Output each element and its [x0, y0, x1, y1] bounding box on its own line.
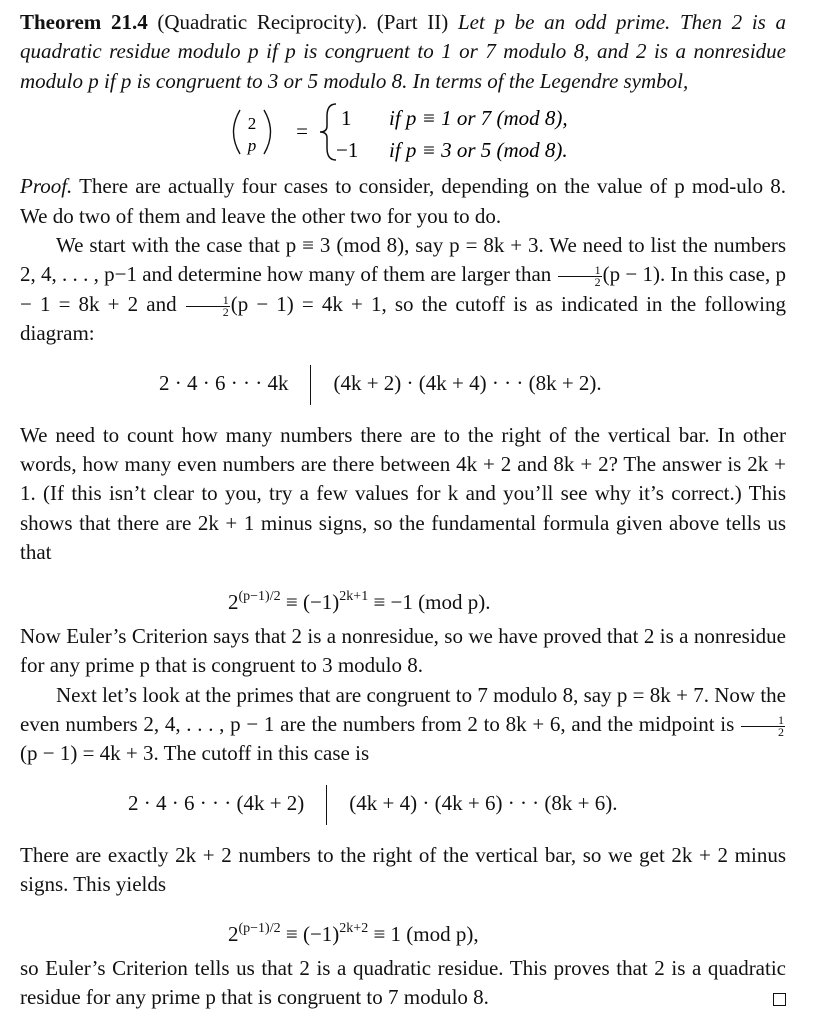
fraction-half	[741, 712, 785, 739]
eq2-base: 2	[228, 921, 239, 946]
diagram1-left: 2 · 4 · 6 · · · 4k	[159, 370, 289, 395]
eq1-exp2: 2k+1	[339, 588, 369, 604]
diagram2-right: (4k + 4) · (4k + 6) · · · (8k + 6).	[349, 790, 618, 815]
proof-paragraph-4	[20, 622, 786, 681]
fraction-den: 2	[594, 275, 601, 290]
fraction-den: 2	[222, 304, 229, 319]
theorem-name: (Quadratic Reciprocity).	[157, 10, 368, 34]
proof-text-2c: (p − 1) = 4k + 1, so the cutoff is as indicated in the following diagram:	[20, 291, 786, 346]
case2-value: −1	[336, 138, 359, 163]
diagram2-row	[128, 785, 618, 825]
fraction-half	[186, 292, 230, 319]
proof-paragraph-1	[20, 172, 786, 231]
proof-text-3: We need to count how many numbers there are to the right of the vertical bar. In other words, how many even numbers are there between 4k + 2 and 8k + 2? The answer is 2k + 1. (If this isn’t clear to you, try a few values for k and you’ll see why it’s correct.) This shows that there are 2k + 1 minus signs, so the fundamental formula given above tells us that	[20, 422, 786, 565]
proof-paragraph-3	[20, 421, 786, 568]
fraction-num: 1	[741, 715, 785, 727]
eq1-mid: ≡ (−1)	[280, 589, 340, 614]
equation-1	[20, 568, 786, 622]
eq2-exp2: 2k+2	[339, 920, 369, 936]
diagram1-row	[159, 365, 602, 405]
equation1-row	[228, 582, 490, 617]
legendre-display	[20, 96, 786, 166]
equation2-row	[228, 914, 479, 949]
proof-text-5b: (p − 1) = 4k + 3. The cutoff in this case is	[20, 741, 370, 766]
brace	[320, 104, 336, 160]
left-paren	[234, 110, 241, 154]
eq2-tail: ≡ 1 (mod p),	[368, 921, 479, 946]
case2-condition: if p ≡ 3 or 5 (mod 8).	[389, 138, 568, 163]
page-content	[20, 8, 786, 1012]
proof-paragraph-2	[20, 231, 786, 349]
theorem-body: Let p be an odd prime. Then 2 is a quadratic residue modulo p if p is congruent to 1 or 7 modulo 8, and 2 is a nonresidue modulo p if p is congruent to 3 or 5 modulo 8. In terms of the Legendre symbol,	[20, 10, 787, 93]
eq1-tail: ≡ −1 (mod p).	[368, 589, 491, 614]
vertical-bar	[310, 365, 311, 405]
proof-text-2a: We start with the case that p ≡ 3 (mod 8), say p = 8k + 3. We need to list the numbers 2, 4, . . . , p−1 and determine how many of them are larger than	[20, 233, 786, 287]
proof-text-7: so Euler’s Criterion tells us that 2 is a quadratic residue. This proves that 2 is a quadratic residue for any prime p that is congruent to 7 modulo 8.	[20, 955, 786, 1009]
legendre-bottom: p	[247, 136, 257, 156]
proof-paragraph-5	[20, 681, 786, 769]
proof-text-2b: (p − 1). In this case, p − 1 = 8k + 2 and	[20, 262, 786, 316]
vertical-bar	[326, 785, 327, 825]
diagram1-right: (4k + 2) · (4k + 4) · · · (8k + 2).	[333, 370, 602, 395]
qed-box-icon	[773, 993, 786, 1006]
equals-sign: =	[296, 119, 308, 144]
diagram2-left: 2 · 4 · 6 · · · (4k + 2)	[128, 790, 305, 815]
theorem-label: Theorem 21.4	[20, 10, 148, 34]
eq1-exp: (p−1)/2	[238, 588, 281, 604]
proof-text-4: Now Euler’s Criterion says that 2 is a nonresidue, so we have proved that 2 is a nonresidue for any prime p that is congruent to 3 modulo 8.	[20, 623, 786, 678]
equation-2	[20, 900, 786, 954]
fraction-half	[558, 265, 602, 288]
case1-value: 1	[341, 106, 352, 131]
proof-text-5a: Next let’s look at the primes that are congruent to 7 modulo 8, say p = 8k + 7. Now the even numbers 2, 4, . . . , p − 1 are the numbers from 2 to 8k + 6, and the midpoint is	[20, 682, 786, 736]
cutoff-diagram-1	[20, 349, 786, 421]
proof-text-1: There are actually four cases to consider, depending on the value of p mod-ulo 8. We do two of them and leave the other two for you to do.	[20, 174, 786, 228]
cutoff-diagram-2	[20, 769, 786, 841]
eq1-base: 2	[228, 589, 239, 614]
eq2-exp: (p−1)/2	[238, 920, 281, 936]
fraction-den: 2	[778, 724, 784, 739]
proof-paragraph-7	[20, 954, 786, 1013]
proof-text-6: There are exactly 2k + 2 numbers to the right of the vertical bar, so we get 2k + 2 minus signs. This yields	[20, 842, 786, 897]
fraction-num: 1	[186, 295, 230, 307]
proof-paragraph-6	[20, 841, 786, 900]
proof-label: Proof.	[20, 174, 73, 199]
eq2-mid: ≡ (−1)	[280, 921, 340, 946]
legendre-equation	[20, 96, 786, 166]
fraction-num: 1	[558, 265, 602, 277]
theorem-statement	[20, 8, 786, 96]
theorem-part: (Part II)	[376, 10, 449, 34]
case1-condition: if p ≡ 1 or 7 (mod 8),	[389, 106, 568, 131]
legendre-top: 2	[247, 114, 257, 134]
right-paren	[264, 110, 271, 154]
